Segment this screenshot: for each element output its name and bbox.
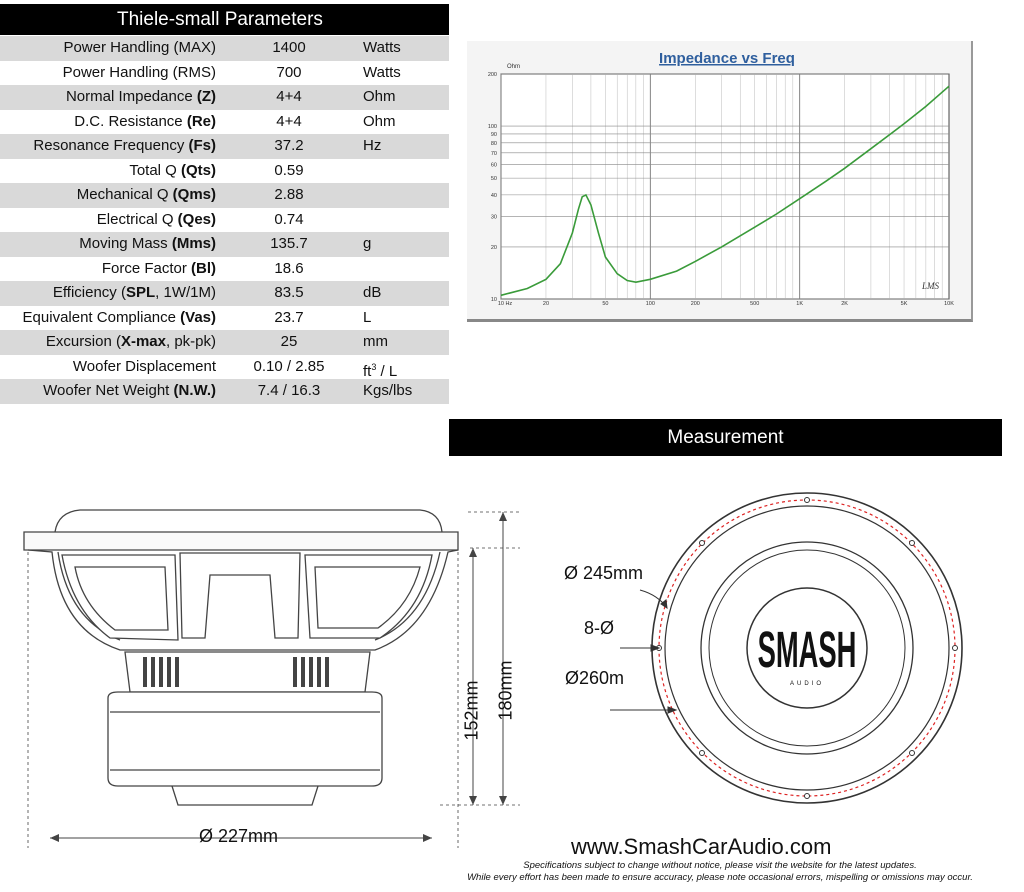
ts-row-label: Excursion (X-max, pk-pk) (45, 333, 216, 350)
ts-row-value: 18.6 (274, 259, 304, 277)
impedance-chart (467, 41, 971, 319)
ts-row-unit: Hz (363, 137, 382, 154)
x-tick-label: 500 (750, 301, 760, 307)
outer-diameter-label: Ø260m (565, 668, 625, 688)
height-outer-label: 180mm (495, 660, 516, 721)
ts-title: Thiele-small Parameters (117, 9, 323, 30)
ts-row-value: 700 (276, 63, 302, 81)
graph-y-unit: Ohm (507, 64, 521, 70)
ts-table (0, 36, 449, 404)
ts-row (0, 257, 449, 282)
ts-row (0, 330, 449, 355)
ts-row-label: Woofer Net Weight (N.W.) (43, 382, 216, 399)
ts-row-value: 2.88 (274, 186, 304, 203)
x-tick-label: 100 (645, 301, 655, 307)
y-tick-label: 200 (487, 72, 497, 78)
y-tick-label: 90 (490, 131, 497, 138)
height-inner-label: 152mm (461, 680, 482, 741)
ts-row-label: Resonance Frequency (Fs) (33, 137, 216, 154)
x-tick-label: 200 (690, 301, 700, 307)
x-tick-label: 5K (900, 301, 908, 307)
ts-row-unit: dB (363, 284, 382, 301)
ts-row-label: Power Handling (MAX) (63, 39, 216, 56)
ts-row-value: 83.5 (274, 284, 304, 301)
ts-row (0, 355, 449, 380)
plot-area (501, 74, 949, 299)
ts-row (0, 110, 449, 135)
ts-row-label: Normal Impedance (Z) (65, 88, 216, 105)
ts-row-unit: Kgs/lbs (363, 382, 413, 399)
ts-row (0, 61, 449, 86)
x-tick-label: 1K (796, 301, 804, 307)
x-tick-label: 20 (542, 301, 550, 307)
ts-row (0, 232, 449, 257)
ts-row-label: Power Handling (RMS) (62, 63, 216, 81)
ts-row (0, 306, 449, 331)
ts-row-unit: Ohm (363, 112, 396, 130)
ts-row-value: 25 (280, 333, 298, 350)
ts-row-label: Equivalent Compliance (Vas) (22, 308, 216, 326)
ts-row-label: Efficiency (SPL, 1W/1M) (52, 284, 216, 301)
ts-row-value: 7.4 / 16.3 (257, 382, 321, 399)
ts-row-label: Total Q (Qts) (129, 161, 216, 179)
ts-row-value: 0.74 (274, 210, 304, 228)
ts-row-label: Force Factor (Bl) (101, 259, 216, 277)
disclaimer-line-2: While every effort has been made to ensure accuracy, please note occasional errors, mispelling or omissions may occur. (467, 872, 973, 883)
ts-row-unit: $ft^3$ / L (363, 361, 398, 380)
ts-row (0, 208, 449, 233)
ts-header (0, 4, 449, 35)
ts-row (0, 379, 449, 404)
ts-row (0, 36, 449, 61)
ts-row-value: 135.7 (270, 235, 308, 252)
measurement-header (449, 419, 1002, 456)
y-tick-label: 40 (490, 192, 497, 199)
logo-subtext: AUDIO (789, 681, 825, 687)
x-tick-label: 10 Hz (497, 301, 513, 307)
graph-signature: LMS (922, 281, 940, 291)
ts-row-unit: L (363, 308, 372, 326)
x-tick-label: 2K (841, 301, 848, 307)
y-tick-label: 20 (490, 244, 497, 251)
x-tick-label: 10K (944, 301, 954, 307)
x-tick-label: 50 (602, 301, 609, 307)
ts-row-value: 1400 (272, 39, 306, 56)
logo-text: SMASH (757, 620, 857, 679)
side-width-label: Ø 227mm (199, 826, 279, 846)
ts-row-label: Electrical Q (Qes) (96, 210, 216, 228)
ts-row-label: D.C. Resistance (Re) (74, 112, 216, 130)
y-tick-label: 50 (490, 176, 497, 183)
website-link[interactable]: www.SmashCarAudio.com (571, 834, 832, 859)
impedance-graph (467, 41, 973, 322)
ts-row (0, 281, 449, 306)
disclaimer-line-1: Specifications subject to change without notice, please visit the website for the latest updates. (523, 860, 917, 871)
cutout-label: Ø 245mm (564, 563, 644, 583)
ts-row-unit: Ohm (363, 88, 396, 105)
y-tick-label: 80 (490, 140, 497, 147)
ts-row-unit: mm (363, 333, 388, 350)
ts-row-value: 0.10 / 2.85 (253, 357, 325, 375)
ts-row (0, 85, 449, 110)
ts-row (0, 134, 449, 159)
ts-row-value: 23.7 (274, 308, 304, 326)
woofer-side-view (0, 460, 520, 860)
ts-row (0, 183, 449, 208)
holes-label: 8-Ø (584, 618, 615, 638)
ts-row-unit: Watts (363, 39, 401, 56)
ts-row-value: 4+4 (276, 112, 302, 130)
woofer-front-view (600, 490, 980, 820)
ts-row-label: Moving Mass (Mms) (79, 235, 216, 252)
y-tick-label: 10 (490, 297, 497, 303)
ts-row-unit: Watts (363, 63, 401, 81)
ts-row-label: Mechanical Q (Qms) (76, 186, 216, 203)
y-tick-label: 100 (487, 124, 497, 131)
y-tick-label: 30 (490, 214, 497, 221)
ts-row-unit: g (363, 235, 372, 252)
ts-row-label: Woofer Displacement (72, 357, 216, 375)
y-tick-label: 70 (490, 150, 497, 157)
ts-row-value: 4+4 (276, 88, 302, 105)
graph-title: Impedance vs Freq (659, 50, 795, 67)
ts-row-value: 0.59 (274, 161, 304, 179)
y-tick-label: 60 (490, 162, 497, 169)
ts-row (0, 159, 449, 184)
ts-row-value: 37.2 (274, 137, 304, 154)
measurement-title: Measurement (667, 427, 784, 448)
